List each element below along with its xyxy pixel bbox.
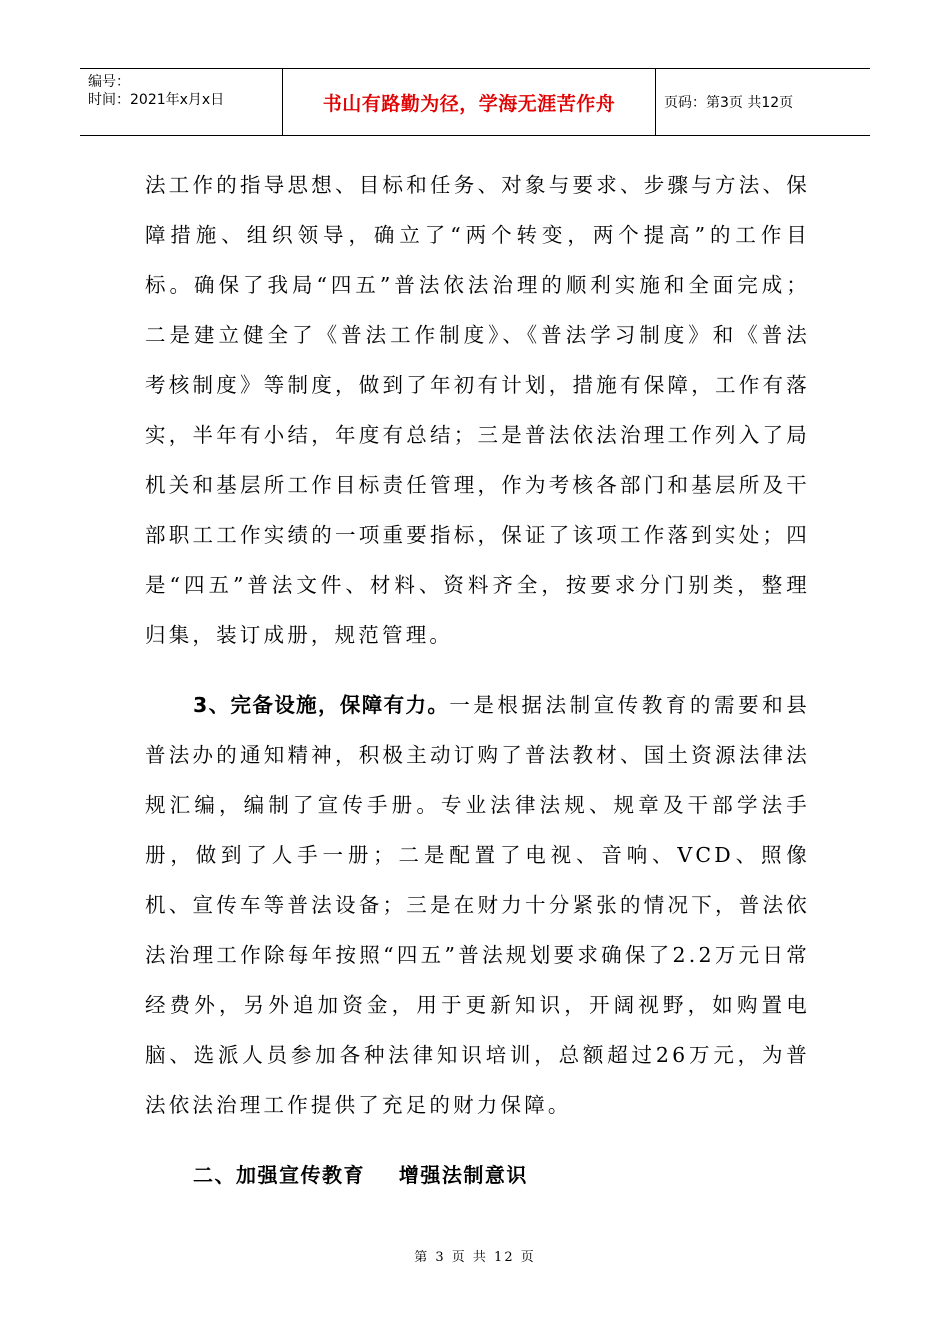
section-heading: 二、加强宣传教育 增强法制意识	[193, 1163, 528, 1187]
page-info: 页码：第3页 共12页	[664, 95, 794, 111]
header-motto-cell	[283, 69, 656, 135]
motto-text: 书山有路勤为径，学海无涯苦作舟	[322, 92, 616, 115]
paragraph-1: 法工作的指导思想、目标和任务、对象与要求、步骤与方法、保障措施、组织领导，确立了“两个转变，两个提高”的工作目标。确保了我局“四五”普法依法治理的顺利实施和全面完成；二是建立健全了《普法工作制度》、《普法学习制度》和《普法考核制度》等制度，做到了年初有计划，措施有保障，工作有落实，半年有小结，年度有总结；三是普法依法治理工作列入了局机关和基层所工作目标责任管理，作为考核各部门和基层所及干部职工工作实绩的一项重要指标，保证了该项工作落到实处；四是“四五”普法文件、材料、资料齐全，按要求分门别类，整理归集，装订成册，规范管理。	[145, 173, 810, 647]
paragraph-gap	[145, 660, 810, 680]
paragraph-2	[145, 680, 810, 1130]
header-page-cell	[656, 69, 870, 135]
paragraph-2-lead: 3、完备设施，保障有力。	[193, 693, 450, 717]
document-body	[145, 160, 810, 1200]
date-line: 时间：2021年x月x日	[88, 92, 225, 108]
header-meta	[80, 69, 283, 135]
document-header	[80, 68, 870, 136]
paragraph-2-body: 一是根据法制宣传教育的需要和县普法办的通知精神，积极主动订购了普法教材、国土资源法律法规汇编，编制了宣传手册。专业法律法规、规章及干部学法手册，做到了人手一册；二是配置了电视、音响、VCD、照像机、宣传车等普法设备；三是在财力十分紧张的情况下，普法依法治理工作除每年按照“四五”普法规划要求确保了2.2万元日常经费外，另外追加资金，用于更新知识，开阔视野，如购置电脑、选派人员参加各种法律知识培训，总额超过26万元，为普法依法治理工作提供了充足的财力保障。	[145, 693, 811, 1117]
page-footer: 第 3 页 共 12 页	[414, 1250, 536, 1265]
serial-label: 编号：	[88, 74, 130, 90]
section-gap	[145, 1130, 810, 1150]
